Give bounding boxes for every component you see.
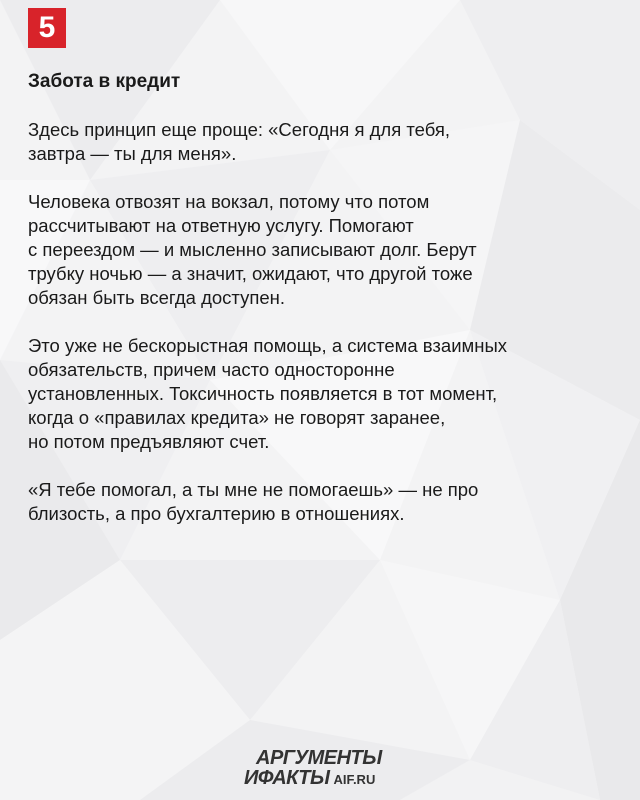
logo-line-argumenty: АРГУМЕНТЫ (256, 747, 382, 769)
aif-logo (244, 748, 414, 790)
logo-ifakty-text: ИФАКТЫ (244, 767, 330, 789)
paragraph-4: «Я тебе помогал, а ты мне не помогаешь» — не про близость, а про бухгалтерию в отношениях. (28, 479, 479, 524)
paragraph-3: Это уже не бескорыстная помощь, а система взаимных обязательств, причем часто односторонне установленных. Токсичность появляется в тот момент, когда о «правилах кредита» не говорят заранее, но потом предъявляют счет. (28, 335, 508, 452)
logo-site-text: AIF.RU (333, 772, 376, 787)
article-title: Забота в кредит (28, 71, 181, 92)
paragraph-1: Здесь принцип еще проще: «Сегодня я для тебя, завтра — ты для меня». (28, 119, 451, 164)
logo-line-ifakty (244, 768, 414, 790)
page-number-badge: 5 (28, 8, 66, 48)
paragraph-2: Человека отвозят на вокзал, потому что потом рассчитывают на ответную услугу. Помогают с переездом — и мысленно записывают долг. Берут трубку ночью — а значит, ожидают, что другой тоже обязан быть всегда доступен. (28, 191, 477, 308)
article-body (28, 70, 618, 550)
